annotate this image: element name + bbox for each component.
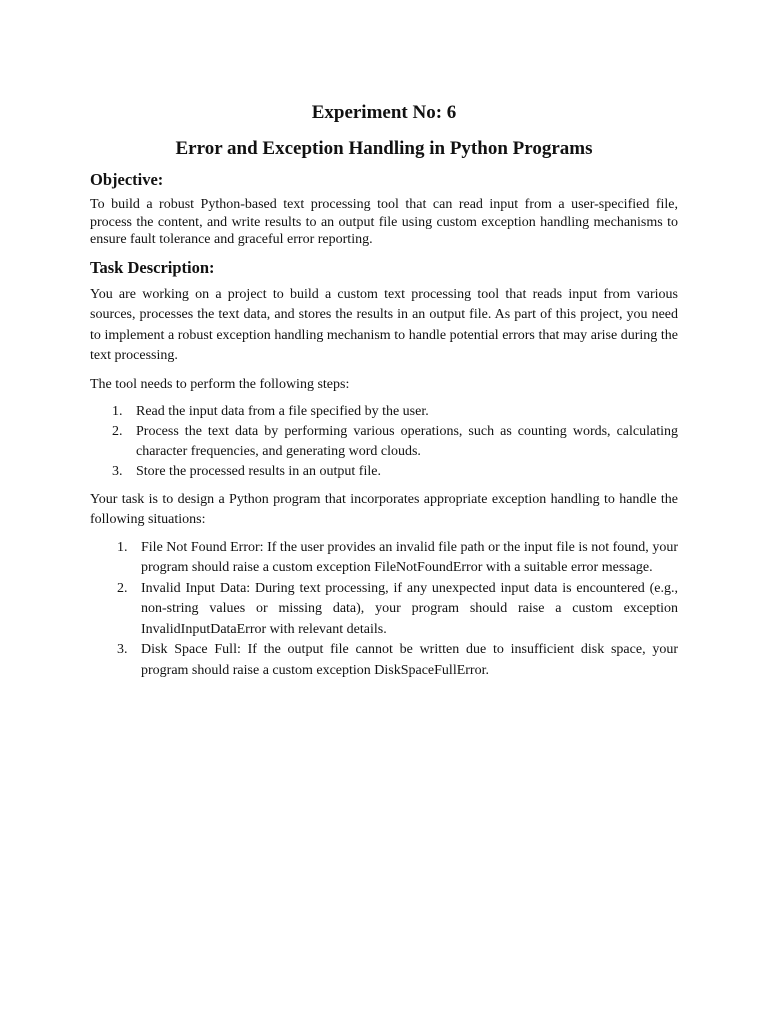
situation-number: 2.: [117, 580, 128, 596]
situation-number: 1.: [117, 539, 128, 555]
experiment-title: Experiment No: 6: [311, 102, 457, 123]
experiment-subtitle: Error and Exception Handling in Python Programs: [175, 138, 593, 159]
situations-intro: Your task is to design a Python program that incorporates appropriate exception handling to handle the following situations:: [90, 491, 678, 527]
step-item: [112, 462, 678, 482]
step-text: Store the processed results in an output file.: [136, 463, 381, 479]
step-number: 3.: [112, 463, 123, 479]
steps-list: [90, 402, 678, 482]
step-text: Process the text data by performing various operations, such as counting words, calculating character frequencies, and generating word clouds.: [136, 423, 678, 459]
situation-item: [117, 579, 678, 641]
objective-paragraph: To build a robust Python-based text processing tool that can read input from a user-specified file, process the content, and write results to an output file using custom exception handling mechanisms to ensure fault tolerance and graceful error reporting.: [90, 197, 678, 247]
objective-heading: Objective:: [90, 170, 164, 189]
situation-text: Invalid Input Data: During text processing, if any unexpected input data is encountered (e.g., non-string values or missing data), your program should raise a custom exception InvalidInputDataError with relevant details.: [141, 580, 678, 637]
task-description-heading: Task Description:: [90, 257, 215, 277]
steps-intro: The tool needs to perform the following steps:: [90, 376, 350, 392]
step-number: 2.: [112, 423, 123, 439]
situation-number: 3.: [117, 642, 128, 657]
situation-item: [117, 640, 678, 681]
step-item: [112, 402, 678, 422]
step-number: 1.: [112, 403, 123, 419]
situation-item: [117, 538, 678, 579]
situations-list: [90, 538, 678, 682]
situation-text: Disk Space Full: If the output file cannot be written due to insufficient disk space, your program should raise a custom exception DiskSpaceFullError.: [141, 642, 678, 678]
document-page: [90, 100, 678, 681]
step-text: Read the input data from a file specified by the user.: [136, 403, 429, 419]
task-description-paragraph: You are working on a project to build a custom text processing tool that reads input from various sources, processes the text data, and stores the results in an output file. As part of this project, you need to implement a robust exception handling mechanism to handle potential errors that may arise during the text processing.: [90, 286, 678, 363]
situation-text: File Not Found Error: If the user provides an invalid file path or the input file is not found, your program should raise a custom exception FileNotFoundError with a suitable error message.: [141, 539, 678, 575]
step-item: [112, 422, 678, 462]
